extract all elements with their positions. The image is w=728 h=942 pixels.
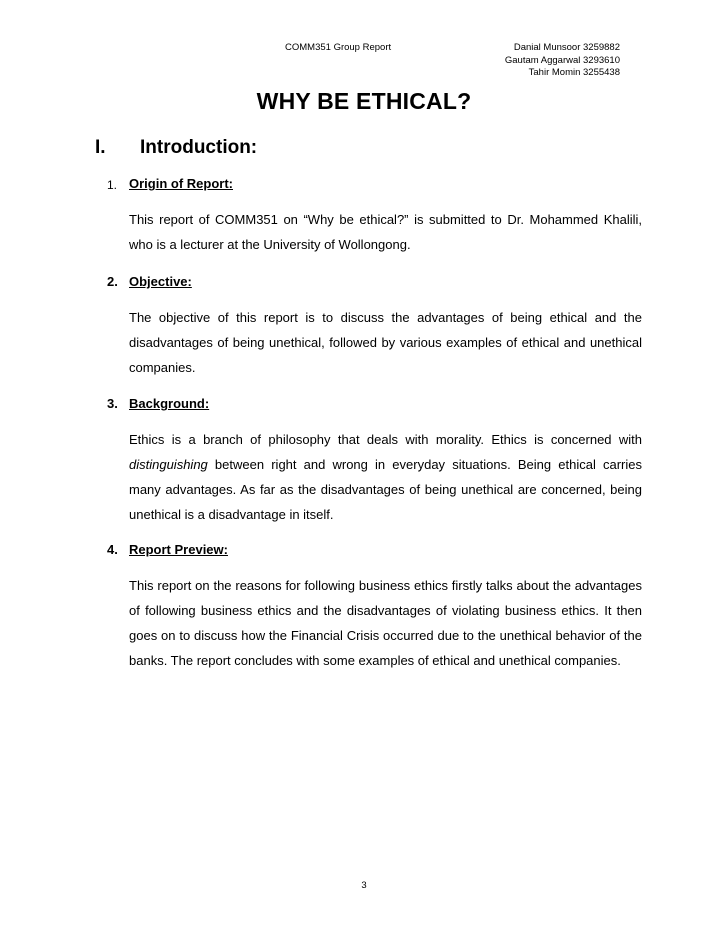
paragraph-text: between right and wrong in everyday situations. Being ethical carries many advantages. As far as the disadvantages of being unethical are concerned, being unethical is a disadvantage in itself.: [129, 457, 642, 522]
section-title: Introduction:: [140, 137, 258, 158]
author-line: Tahir Momin 3255438: [528, 67, 620, 78]
subsection-number: 2.: [107, 274, 118, 289]
paragraph-text: Ethics is a branch of philosophy that deals with morality. Ethics is concerned with: [129, 432, 642, 447]
author-list: [505, 42, 620, 80]
subsection-number: 1.: [107, 178, 118, 192]
subsection-number: 3.: [107, 396, 118, 411]
author-line: Gautam Aggarwal 3293610: [504, 54, 620, 66]
author-line: Danial Munsoor 3259882: [513, 42, 620, 53]
subsection-heading-background: Background:: [129, 396, 210, 411]
emphasized-word: distinguishing: [129, 457, 208, 472]
paragraph-background: [129, 427, 642, 527]
page-title-text: WHY BE ETHICAL?: [256, 88, 472, 114]
section-numeral: I.: [95, 137, 106, 158]
report-header: COMM351 Group Report: [285, 42, 392, 53]
page-number: 3: [361, 880, 367, 891]
paragraph-origin: This report of COMM351 on “Why be ethical?” is submitted to Dr. Mohammed Khalili, who is a lecturer at the University of Wollongong.: [129, 212, 642, 252]
page-title: [0, 88, 728, 115]
subsection-heading-origin: Origin of Report:: [129, 176, 233, 191]
subsection-heading-objective: Objective:: [129, 274, 192, 289]
subsection-heading-report-preview: Report Preview:: [129, 542, 228, 557]
subsection-number: 4.: [107, 542, 118, 557]
paragraph-report-preview: This report on the reasons for following business ethics firstly talks about the advantages of following business ethics and the disadvantages of violating business ethics. It then goes on to discuss how the Financial Crisis occurred due to the unethical behavior of the banks. The report concludes with some examples of ethical and unethical companies.: [129, 578, 642, 668]
paragraph-objective: The objective of this report is to discuss the advantages of being ethical and the disadvantages of being unethical, followed by various examples of ethical and unethical companies.: [129, 310, 642, 375]
